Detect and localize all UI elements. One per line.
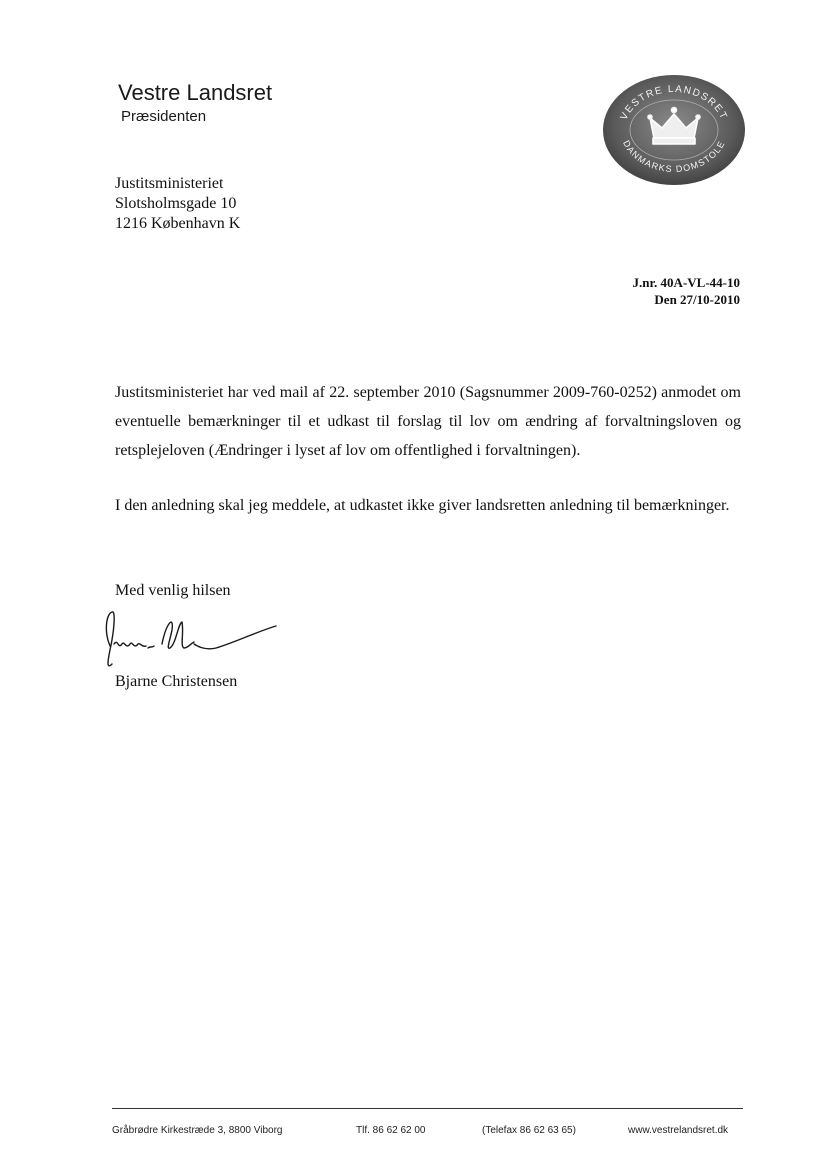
footer-divider (112, 1108, 743, 1109)
recipient-line: 1216 København K (115, 215, 241, 232)
footer-website: www.vestrelandsret.dk (628, 1125, 729, 1136)
footer-fax: (Telefax 86 62 63 65) (482, 1125, 576, 1136)
seal-text-top: VESTRE LANDSRET (618, 83, 730, 123)
letter-date: Den 27/10-2010 (654, 292, 740, 307)
seal-text-bottom: DANMARKS DOMSTOLE (621, 138, 727, 175)
organization-name: Vestre Landsret (118, 80, 273, 105)
reference-block (633, 274, 741, 308)
organization-subtitle: Præsidenten (121, 108, 207, 125)
recipient-line: Slotsholmsgade 10 (115, 195, 237, 212)
journal-number: J.nr. 40A-VL-44-10 (632, 275, 740, 290)
signer-name: Bjarne Christensen (115, 673, 238, 690)
recipient-address (115, 174, 240, 234)
footer-phone: Tlf. 86 62 62 00 (356, 1125, 426, 1136)
closing-greeting: Med venlig hilsen (115, 582, 231, 599)
body-paragraph-1: Justitsministeriet har ved mail af 22. september 2010 (Sagsnummer 2009-760-0252) anmodet om eventuelle bemærkninger til et udkast til forslag til lov om ændring af forvaltningsloven og retsplejeloven (Ændringer i lyset af lov om offentlighed i forvaltningen). (115, 384, 741, 459)
handwritten-signature (96, 604, 296, 684)
footer-address: Gråbrødre Kirkestræde 3, 8800 Viborg (112, 1125, 283, 1136)
body-paragraph-2: I den anledning skal jeg meddele, at udkastet ikke giver landsretten anledning til bemærkninger. (115, 497, 730, 514)
recipient-line: Justitsministeriet (115, 175, 224, 192)
court-seal (602, 74, 746, 186)
